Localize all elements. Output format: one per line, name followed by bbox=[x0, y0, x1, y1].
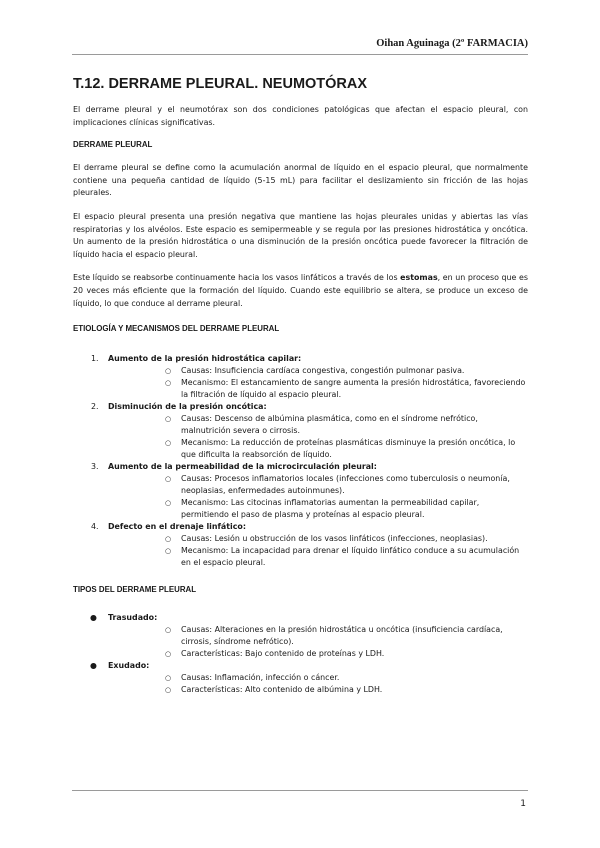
sub-item-text: Alteraciones en la presión hidrostática u oncótica (insuficiencia cardíaca, cirrosis, síndrome nefrótico). bbox=[181, 625, 503, 647]
sub-item-label: Causas: bbox=[181, 673, 213, 683]
document-title: T.12. DERRAME PLEURAL. NEUMOTÓRAX bbox=[73, 76, 368, 92]
text-run: Este líquido se reabsorbe continuamente hacia los vasos linfáticos a través de los bbox=[73, 273, 401, 283]
paragraph: El derrame pleural se define como la acumulación anormal de líquido en el espacio pleural, que normalmente contiene una pequeña cantidad de líquido (5-15 mL) para facilitar el deslizamiento sin fricción de las hojas pleurales. bbox=[73, 163, 528, 198]
sub-item-label: Causas: bbox=[181, 414, 213, 424]
types-list bbox=[73, 612, 528, 696]
sub-item-text: Insuficiencia cardíaca congestiva, congestión pulmonar pasiva. bbox=[214, 366, 465, 376]
sub-item-text: Las citocinas inflamatorias aumentan la permeabilidad capilar, permitiendo el paso de plasma y proteínas al espacio pleural. bbox=[181, 498, 480, 520]
circle-bullet-icon: ○ bbox=[165, 475, 172, 484]
sub-list-item bbox=[108, 365, 528, 377]
sub-list bbox=[108, 624, 528, 660]
list-item-title: Trasudado: bbox=[108, 613, 158, 623]
numbered-list-item bbox=[73, 401, 528, 461]
sub-item-text: Lesión u obstrucción de los vasos linfáticos (infecciones, neoplasias). bbox=[214, 534, 488, 544]
sub-item-text: Bajo contenido de proteínas y LDH. bbox=[245, 649, 385, 659]
sub-list-item bbox=[108, 533, 528, 545]
sub-item-label: Mecanismo: bbox=[181, 438, 229, 448]
circle-bullet-icon: ○ bbox=[165, 499, 172, 508]
sub-item-text: El estancamiento de sangre aumenta la presión hidrostática, favoreciendo la filtración de líquido al espacio pleural. bbox=[181, 378, 526, 400]
sub-item-label: Causas: bbox=[181, 474, 213, 484]
page-header: Oihan Aguinaga (2º FARMACIA) bbox=[376, 38, 528, 49]
sub-item-label: Mecanismo: bbox=[181, 498, 229, 508]
list-number: 4. bbox=[91, 522, 99, 532]
sub-list-item bbox=[108, 437, 528, 461]
paragraph: El espacio pleural presenta una presión negativa que mantiene las hojas pleurales unidas y abiertas las vías respiratorias y los alvéolos. Este espacio es semipermeable y se regula por las presiones hidrostática y oncótica. Un aumento de la presión hidrostática o una disminución de la presión oncótica puede favorecer la filtración de líquido hacia el espacio pleural. bbox=[73, 211, 528, 259]
sub-item-label: Causas: bbox=[181, 366, 213, 376]
sub-item-text: Procesos inflamatorios locales (infecciones como tuberculosis o neumonía, neoplasias, enfermedades autoinmunes). bbox=[181, 474, 510, 496]
sub-list-item bbox=[108, 413, 528, 437]
sub-list-item bbox=[108, 624, 528, 648]
sub-item-label: Características: bbox=[181, 685, 243, 695]
list-item-title: Disminución de la presión oncótica: bbox=[108, 402, 267, 412]
text-run: , en un proceso que es 20 veces más eficiente que la formación del líquido. Cuando este equilibrio se altera, se produce un exceso de líquido, lo que conduce al derrame pleural. bbox=[73, 273, 528, 308]
list-item-title: Exudado: bbox=[108, 661, 150, 671]
sub-list-item bbox=[108, 648, 528, 660]
document-body bbox=[73, 76, 528, 696]
sub-list-item bbox=[108, 473, 528, 497]
sub-item-text: Descenso de albúmina plasmática, como en el síndrome nefrótico, malnutrición severa o cirrosis. bbox=[181, 414, 478, 436]
circle-bullet-icon: ○ bbox=[165, 674, 172, 683]
circle-bullet-icon: ○ bbox=[165, 547, 172, 556]
footer-divider bbox=[72, 790, 528, 791]
numbered-list-item bbox=[73, 521, 528, 569]
header-divider bbox=[72, 54, 528, 55]
circle-bullet-icon: ○ bbox=[165, 626, 172, 635]
sub-list bbox=[108, 365, 528, 401]
page-number: 1 bbox=[520, 799, 526, 809]
sub-item-label: Causas: bbox=[181, 625, 213, 635]
bullet-icon: ● bbox=[90, 661, 97, 671]
sub-item-text: La incapacidad para drenar el líquido linfático conduce a su acumulación en el espacio pleural. bbox=[181, 546, 520, 568]
list-item-title: Aumento de la presión hidrostática capilar: bbox=[108, 354, 302, 364]
circle-bullet-icon: ○ bbox=[165, 686, 172, 695]
sub-item-label: Mecanismo: bbox=[181, 546, 229, 556]
list-number: 3. bbox=[91, 462, 99, 472]
sub-item-label: Mecanismo: bbox=[181, 378, 229, 388]
sub-item-text: Alto contenido de albúmina y LDH. bbox=[245, 685, 383, 695]
section-heading-etiologia: ETIOLOGÍA Y MECANISMOS DEL DERRAME PLEURAL bbox=[73, 324, 280, 334]
sub-list-item bbox=[108, 545, 528, 569]
sub-item-label: Características: bbox=[181, 649, 243, 659]
numbered-list-item bbox=[73, 353, 528, 401]
circle-bullet-icon: ○ bbox=[165, 415, 172, 424]
numbered-list-item bbox=[73, 461, 528, 521]
sub-list bbox=[108, 672, 528, 696]
paragraph bbox=[73, 272, 528, 310]
sub-list-item bbox=[108, 377, 528, 401]
sub-item-text: Inflamación, infección o cáncer. bbox=[214, 673, 340, 683]
sub-list-item bbox=[108, 684, 528, 696]
sub-list bbox=[108, 473, 528, 521]
list-item-title: Defecto en el drenaje linfático: bbox=[108, 522, 246, 532]
etiology-list bbox=[73, 353, 528, 569]
sub-list-item bbox=[108, 672, 528, 684]
list-number: 2. bbox=[91, 402, 99, 412]
sub-item-text: La reducción de proteínas plasmáticas disminuye la presión oncótica, lo que dificulta la reabsorción de líquido. bbox=[181, 438, 516, 460]
sub-list bbox=[108, 533, 528, 569]
list-number: 1. bbox=[91, 354, 99, 364]
sub-item-label: Causas: bbox=[181, 534, 213, 544]
list-item-title: Aumento de la permeabilidad de la microcirculación pleural: bbox=[108, 462, 377, 472]
circle-bullet-icon: ○ bbox=[165, 535, 172, 544]
sub-list bbox=[108, 413, 528, 461]
circle-bullet-icon: ○ bbox=[165, 439, 172, 448]
section-heading-tipos: TIPOS DEL DERRAME PLEURAL bbox=[73, 585, 197, 595]
section-heading-derrame: DERRAME PLEURAL bbox=[73, 140, 153, 150]
circle-bullet-icon: ○ bbox=[165, 650, 172, 659]
bold-term: estomas bbox=[400, 273, 438, 283]
circle-bullet-icon: ○ bbox=[165, 379, 172, 388]
intro-paragraph: El derrame pleural y el neumotórax son dos condiciones patológicas que afectan el espacio pleural, con implicaciones clínicas significativas. bbox=[73, 105, 528, 127]
sub-list-item bbox=[108, 497, 528, 521]
bullet-icon: ● bbox=[90, 613, 97, 623]
bullet-list-item bbox=[73, 660, 528, 696]
circle-bullet-icon: ○ bbox=[165, 367, 172, 376]
bullet-list-item bbox=[73, 612, 528, 660]
